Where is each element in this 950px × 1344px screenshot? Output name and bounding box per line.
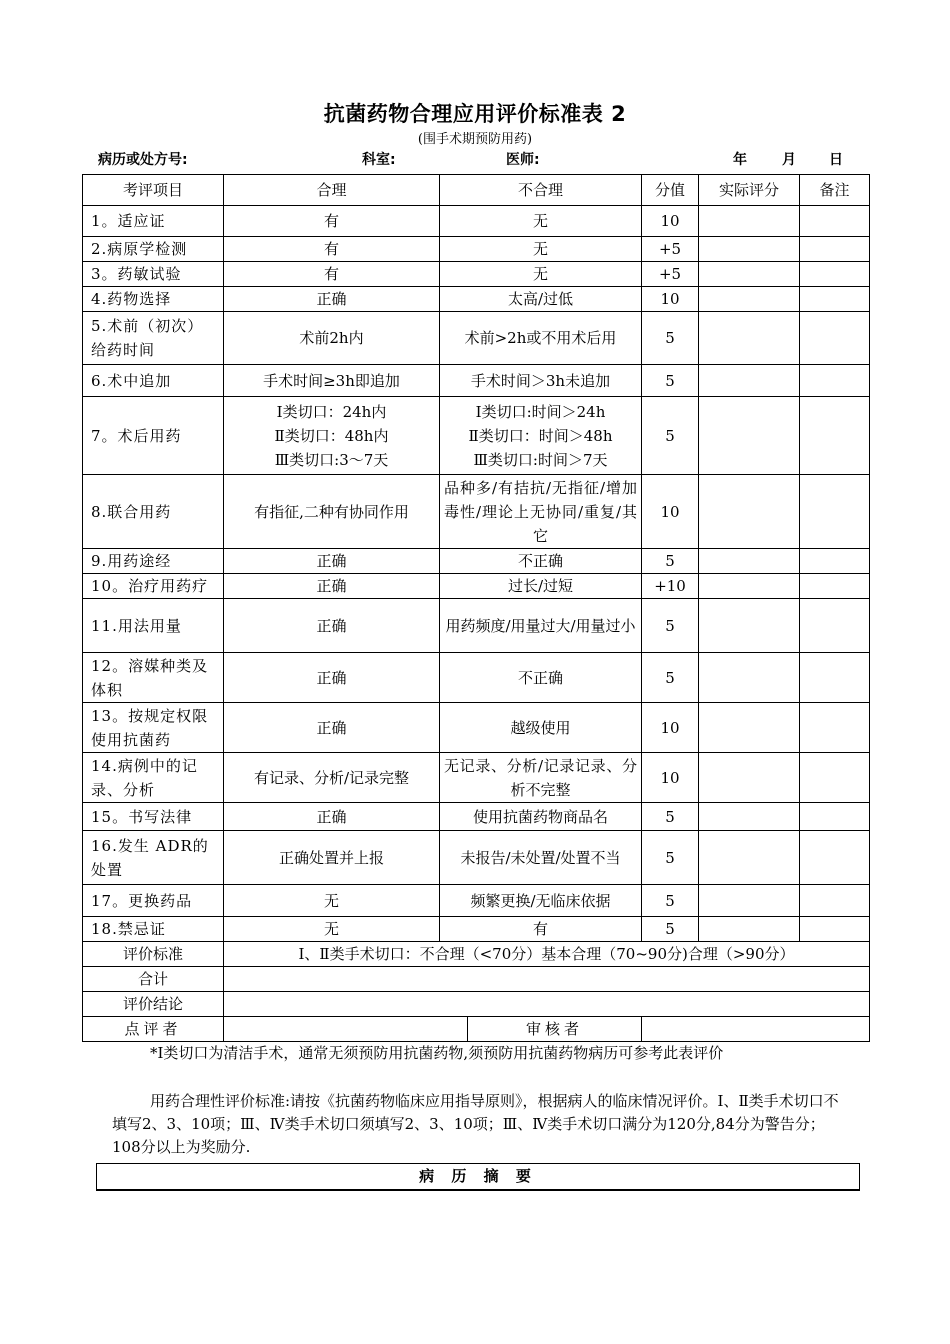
table-row-reasonable: 正确 <box>224 803 440 831</box>
table-row-actual-score[interactable] <box>699 917 800 942</box>
table-row <box>83 365 870 397</box>
conclusion-row <box>83 992 870 1017</box>
table-row-reasonable: 正确 <box>224 574 440 599</box>
table-row-remark[interactable] <box>800 917 870 942</box>
table-row-item: 1。适应证 <box>83 206 224 237</box>
table-row-reasonable: 手术时间≥3h即追加 <box>224 365 440 397</box>
table-row-reasonable: 术前2h内 <box>224 312 440 365</box>
table-row-reasonable: 有 <box>224 206 440 237</box>
table-row-reasonable: 正确 <box>224 703 440 753</box>
header-remark: 备注 <box>800 175 870 206</box>
page-title: 抗菌药物合理应用评价标准表 2 <box>323 102 627 126</box>
table-row-remark[interactable] <box>800 397 870 475</box>
table-row-reasonable: 有 <box>224 262 440 287</box>
table-header-row <box>83 175 870 206</box>
record-number-label: 病历或处方号: <box>98 152 188 168</box>
table-row-unreasonable: 使用抗菌药物商品名 <box>440 803 642 831</box>
table-row-unreasonable: 不正确 <box>440 549 642 574</box>
table-row-reasonable: 无 <box>224 917 440 942</box>
header-unreasonable: 不合理 <box>440 175 642 206</box>
table-row-item: 14.病例中的记录、分析 <box>83 753 224 803</box>
table-row-remark[interactable] <box>800 549 870 574</box>
table-row-item: 7。术后用药 <box>83 397 224 475</box>
table-row-unreasonable: 频繁更换/无临床依据 <box>440 885 642 917</box>
table-row-unreasonable: 越级使用 <box>440 703 642 753</box>
table-row-actual-score[interactable] <box>699 397 800 475</box>
table-row-score: 10 <box>642 753 699 803</box>
table-row-score: 5 <box>642 365 699 397</box>
table-row-item: 10。治疗用药疗 <box>83 574 224 599</box>
table-row-unreasonable: 未报告/未处置/处置不当 <box>440 831 642 885</box>
table-row <box>83 885 870 917</box>
table-row-remark[interactable] <box>800 885 870 917</box>
table-row-reasonable: 正确 <box>224 287 440 312</box>
department-label: 科室: <box>362 152 396 168</box>
table-row <box>83 397 870 475</box>
table-row <box>83 703 870 753</box>
table-row-score: 5 <box>642 803 699 831</box>
table-row-actual-score[interactable] <box>699 262 800 287</box>
table-row-score: 5 <box>642 599 699 653</box>
table-row-score: 5 <box>642 831 699 885</box>
table-row-unreasonable: 无 <box>440 206 642 237</box>
table-row <box>83 237 870 262</box>
table-row-actual-score[interactable] <box>699 287 800 312</box>
table-row-item: 6.术中追加 <box>83 365 224 397</box>
table-row-reasonable: 有 <box>224 237 440 262</box>
table-row-actual-score[interactable] <box>699 206 800 237</box>
table-row <box>83 803 870 831</box>
table-row-unreasonable: 不正确 <box>440 653 642 703</box>
evaluation-table <box>82 174 870 1042</box>
table-row-item: 11.用法用量 <box>83 599 224 653</box>
table-row-unreasonable: 品种多/有拮抗/无指征/增加毒性/理论上无协同/重复/其它 <box>440 475 642 549</box>
table-row-remark[interactable] <box>800 703 870 753</box>
table-row-reasonable: 有记录、分析/记录完整 <box>224 753 440 803</box>
table-row <box>83 549 870 574</box>
table-row-score: 5 <box>642 653 699 703</box>
table-row-item: 5.术前（初次）给药时间 <box>83 312 224 365</box>
table-row-actual-score[interactable] <box>699 885 800 917</box>
table-row-actual-score[interactable] <box>699 549 800 574</box>
criteria-row <box>83 942 870 967</box>
table-row-reasonable: Ⅰ类切口：24h内 Ⅱ类切口：48h内 Ⅲ类切口:3～7天 <box>224 397 440 475</box>
table-row <box>83 753 870 803</box>
table-row-remark[interactable] <box>800 475 870 549</box>
table-row-remark[interactable] <box>800 831 870 885</box>
table-row-remark[interactable] <box>800 574 870 599</box>
table-row-score: +10 <box>642 574 699 599</box>
page-subtitle: (围手术期预防用药) <box>417 132 533 147</box>
table-row <box>83 653 870 703</box>
table-row-item: 3。药敏试验 <box>83 262 224 287</box>
total-label: 合计 <box>83 967 224 992</box>
table-row <box>83 831 870 885</box>
table-row <box>83 312 870 365</box>
table-row-actual-score[interactable] <box>699 312 800 365</box>
table-row-reasonable: 正确 <box>224 599 440 653</box>
note-criteria: 用药合理性评价标准:请按《抗菌药物临床应用指导原则》，根据病人的临床情况评价。Ⅰ、Ⅱ类手术切口不填写2、3、10项；Ⅲ、Ⅳ类手术切口须填写2、3、10项；Ⅲ、Ⅳ类手术切口满分为120分,84分为警告分；108分以上为奖励分. <box>112 1092 839 1156</box>
auditor-label: 审核者 <box>468 1017 642 1042</box>
month-label: 月 <box>782 152 796 168</box>
table-row-unreasonable: 无记录、分析/记录记录、分析不完整 <box>440 753 642 803</box>
total-row <box>83 967 870 992</box>
header-score: 分值 <box>642 175 699 206</box>
table-row-item: 9.用药途经 <box>83 549 224 574</box>
header-item: 考评项目 <box>83 175 224 206</box>
header-actual-score: 实际评分 <box>699 175 800 206</box>
note-incision: *Ⅰ类切口为清洁手术，通常无须预防用抗菌药物,须预防用抗菌药物病历可参考此表评价 <box>150 1044 724 1062</box>
table-row <box>83 206 870 237</box>
table-row <box>83 475 870 549</box>
table-row-score: 10 <box>642 287 699 312</box>
auditor-value-cell[interactable] <box>642 1017 870 1042</box>
table-row-score: 5 <box>642 312 699 365</box>
table-row <box>83 917 870 942</box>
table-row <box>83 262 870 287</box>
conclusion-value-cell[interactable] <box>224 992 870 1017</box>
table-row-remark[interactable] <box>800 753 870 803</box>
table-row-score: +5 <box>642 237 699 262</box>
table-row-remark[interactable] <box>800 599 870 653</box>
table-row-remark[interactable] <box>800 262 870 287</box>
criteria-label: 评价标准 <box>83 942 224 967</box>
total-value-cell[interactable] <box>224 967 870 992</box>
table-row-unreasonable: Ⅰ类切口:时间＞24h Ⅱ类切口：时间＞48h Ⅲ类切口:时间＞7天 <box>440 397 642 475</box>
table-row-item: 18.禁忌证 <box>83 917 224 942</box>
day-label: 日 <box>829 152 843 168</box>
criteria-text: Ⅰ、Ⅱ类手术切口：不合理（<70分）基本合理（70~90分)合理（>90分） <box>224 942 870 967</box>
doctor-label: 医师: <box>506 152 540 168</box>
table-row-actual-score[interactable] <box>699 831 800 885</box>
table-row-item: 8.联合用药 <box>83 475 224 549</box>
table-row-score: 10 <box>642 703 699 753</box>
conclusion-label: 评价结论 <box>83 992 224 1017</box>
table-row-actual-score[interactable] <box>699 365 800 397</box>
table-row <box>83 574 870 599</box>
table-row-unreasonable: 用药频度/用量过大/用量过小 <box>440 599 642 653</box>
table-row-unreasonable: 无 <box>440 262 642 287</box>
table-row-remark[interactable] <box>800 365 870 397</box>
table-row-item: 4.药物选择 <box>83 287 224 312</box>
table-row-actual-score[interactable] <box>699 475 800 549</box>
table-row-unreasonable: 手术时间＞3h未追加 <box>440 365 642 397</box>
table-row-item: 17。更换药品 <box>83 885 224 917</box>
table-row-remark[interactable] <box>800 237 870 262</box>
table-row-score: 5 <box>642 549 699 574</box>
table-row-actual-score[interactable] <box>699 653 800 703</box>
table-row-unreasonable: 术前>2h或不用术后用 <box>440 312 642 365</box>
table-row-remark[interactable] <box>800 206 870 237</box>
table-row-reasonable: 正确处置并上报 <box>224 831 440 885</box>
table-row-unreasonable: 无 <box>440 237 642 262</box>
table-row-score: 5 <box>642 917 699 942</box>
reviewer-label: 点评者 <box>83 1017 224 1042</box>
table-row-remark[interactable] <box>800 287 870 312</box>
table-row-item: 13。按规定权限使用抗菌药 <box>83 703 224 753</box>
signature-row <box>83 1017 870 1042</box>
table-row-score: +5 <box>642 262 699 287</box>
table-row-reasonable: 无 <box>224 885 440 917</box>
header-reasonable: 合理 <box>224 175 440 206</box>
table-row-remark[interactable] <box>800 653 870 703</box>
table-row-remark[interactable] <box>800 803 870 831</box>
table-row-unreasonable: 过长/过短 <box>440 574 642 599</box>
table-row-item: 2.病原学检测 <box>83 237 224 262</box>
table-row-score: 5 <box>642 397 699 475</box>
table-body <box>83 206 870 942</box>
table-row-reasonable: 正确 <box>224 549 440 574</box>
table-row-item: 15。书写法律 <box>83 803 224 831</box>
table-row-actual-score[interactable] <box>699 753 800 803</box>
table-row-reasonable: 正确 <box>224 653 440 703</box>
record-summary-header: 病 历 摘 要 <box>96 1163 860 1191</box>
table-row-score: 10 <box>642 475 699 549</box>
table-row-reasonable: 有指征,二种有协同作用 <box>224 475 440 549</box>
table-row-score: 5 <box>642 885 699 917</box>
table-row-unreasonable: 太高/过低 <box>440 287 642 312</box>
table-row-item: 16.发生 ADR的处置 <box>83 831 224 885</box>
reviewer-value-cell[interactable] <box>224 1017 468 1042</box>
year-label: 年 <box>733 152 747 168</box>
table-row-actual-score[interactable] <box>699 574 800 599</box>
table-row-actual-score[interactable] <box>699 803 800 831</box>
table-row-score: 10 <box>642 206 699 237</box>
table-row <box>83 287 870 312</box>
table-row-item: 12。溶媒种类及体积 <box>83 653 224 703</box>
table-row-actual-score[interactable] <box>699 599 800 653</box>
table-row-actual-score[interactable] <box>699 237 800 262</box>
table-row-remark[interactable] <box>800 312 870 365</box>
table-row-unreasonable: 有 <box>440 917 642 942</box>
table-row <box>83 599 870 653</box>
table-row-actual-score[interactable] <box>699 703 800 753</box>
